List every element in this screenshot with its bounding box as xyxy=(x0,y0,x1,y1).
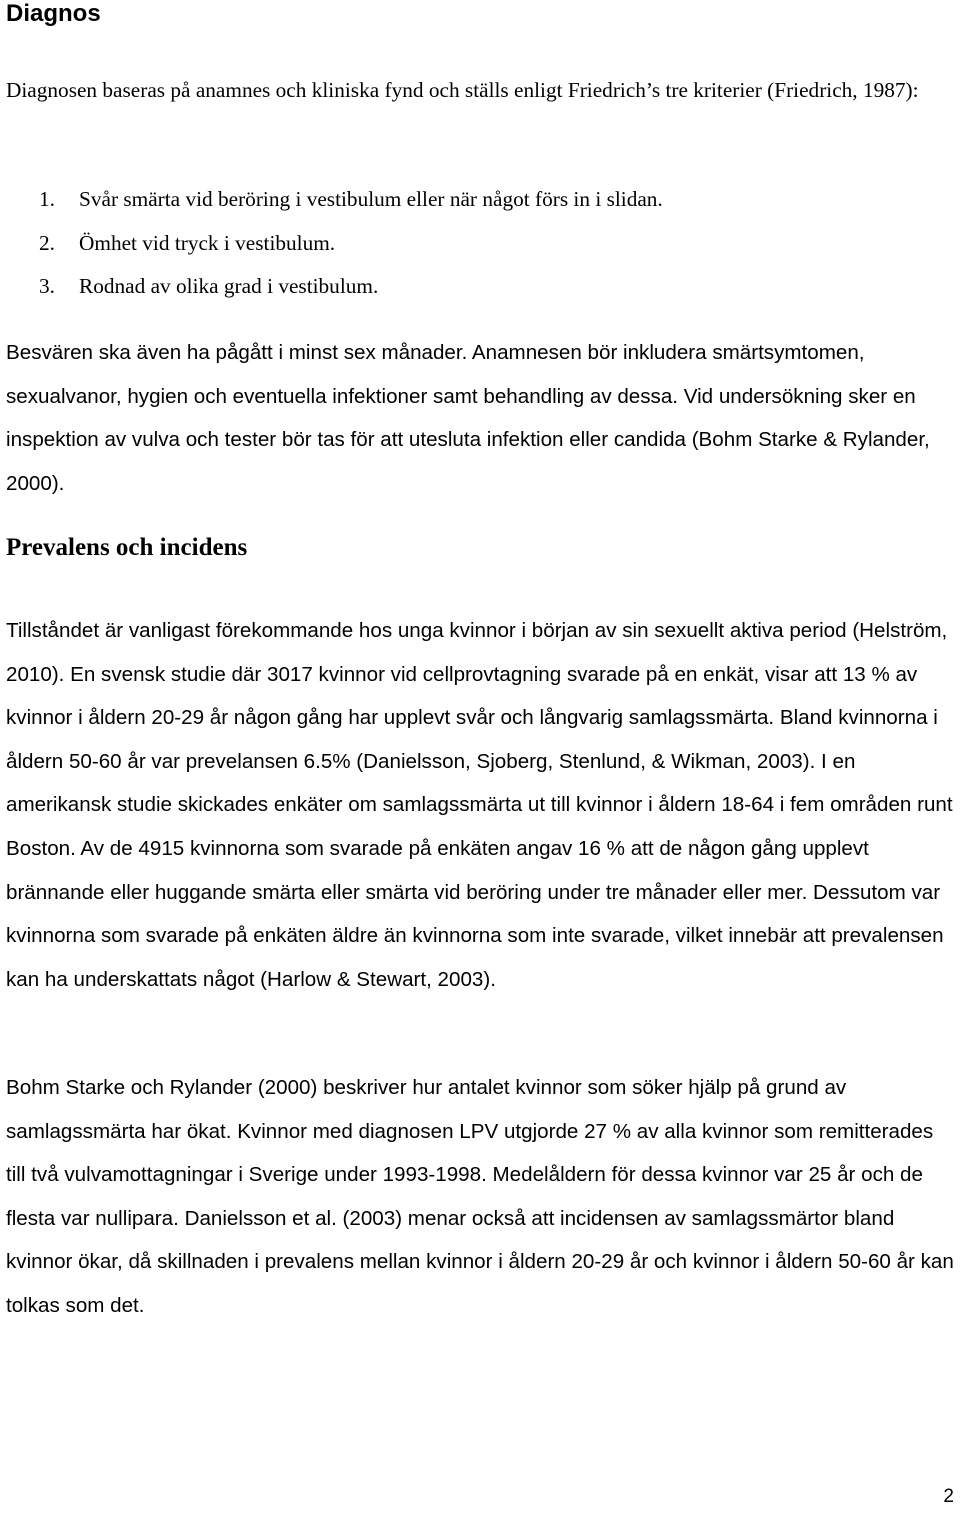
prevalens-paragraph-2: Bohm Starke och Rylander (2000) beskriver hur antalet kvinnor som söker hjälp på grund av samlagssmärta har ökat. Kvinnor med diagnosen LPV utgjorde 27 % av alla kvinnor som remitterades till två vulvamottagningar i Sverige under 1993-1998. Medelåldern för dessa kvinnor var 25 år och de flesta var nullipara. Danielsson et al. (2003) menar också att incidensen av samlagssmärtor bland kvinnor ökar, då skillnaden i prevalens mellan kvinnor i åldern 20-29 år och kvinnor i åldern 50-60 år kan tolkas som det. xyxy=(6,1076,954,1317)
list-item-number: 2. xyxy=(39,230,55,255)
heading-diagnos: Diagnos xyxy=(6,0,101,27)
heading-prevalens: Prevalens och incidens xyxy=(6,534,248,561)
diagnos-intro-paragraph: Diagnosen baseras på anamnes och kliniska fynd och ställs enligt Friedrich’s tre kriterier (Friedrich, 1987): xyxy=(6,78,919,102)
list-item-text: Rodnad av olika grad i vestibulum. xyxy=(79,274,379,299)
prevalens-paragraph-1: Tillståndet är vanligast förekommande hos unga kvinnor i början av sin sexuellt aktiva period (Helström, 2010). En svensk studie där 3017 kvinnor vid cellprovtagning svarade på en enkät, visar att 13 % av kvinnor i åldern 20-29 år någon gång har upplevt svår och långvarig samlagssmärta. Bland kvinnorna i åldern 50-60 år var prevelansen 6.5% (Danielsson, Sjoberg, Stenlund, & Wikman, 2003). I en amerikansk studie skickades enkäter om samlagssmärta ut till kvinnor i åldern 18-64 i fem områden runt Boston. Av de 4915 kvinnorna som svarade på enkäten angav 16 % att de någon gång upplevt brännande eller huggande smärta eller smärta vid beröring under tre månader eller mer. Dessutom var kvinnorna som svarade på enkäten äldre än kvinnorna som inte svarade, vilket innebär att prevalensen kan ha underskattats något (Harlow & Stewart, 2003). xyxy=(6,619,953,991)
list-item-number: 1. xyxy=(39,187,55,211)
criteria-list xyxy=(6,178,663,309)
page-number: 2 xyxy=(943,1486,954,1507)
list-item-text: Svår smärta vid beröring i vestibulum eller när något förs in i slidan. xyxy=(79,187,663,211)
list-item-number: 3. xyxy=(39,274,55,299)
list-item xyxy=(6,222,663,266)
diagnos-paragraph: Besvären ska även ha pågått i minst sex månader. Anamnesen bör inkludera smärtsymtomen, sexualvanor, hygien och eventuella infektioner samt behandling av dessa. Vid undersökning sker en inspektion av vulva och tester bör tas för att utesluta infektion eller candida (Bohm Starke & Rylander, 2000). xyxy=(6,341,930,495)
list-item xyxy=(6,178,663,222)
list-item-text: Ömhet vid tryck i vestibulum. xyxy=(79,230,336,255)
list-item xyxy=(6,265,663,309)
